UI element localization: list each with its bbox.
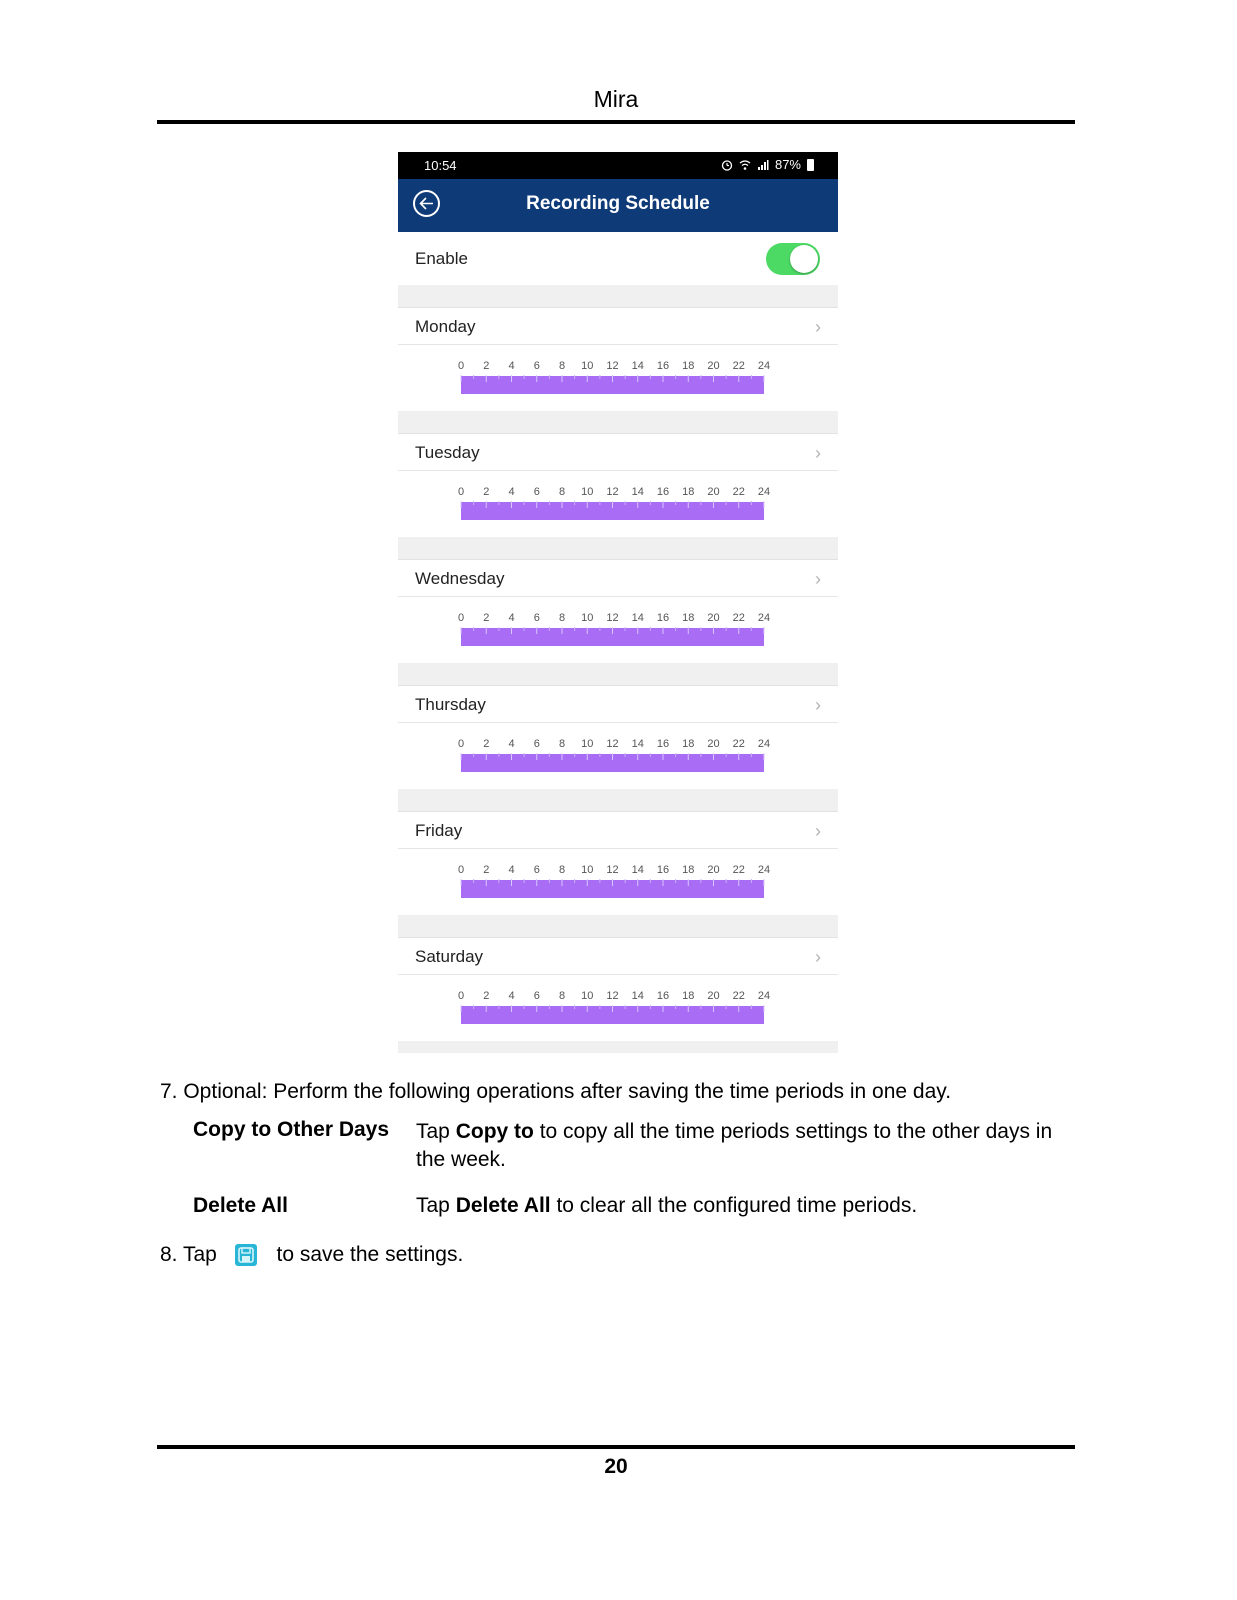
day-label: Wednesday (415, 569, 505, 588)
footer-rule (157, 1445, 1075, 1449)
hour-tick-label: 22 (732, 864, 745, 876)
chevron-right-icon: › (815, 317, 821, 337)
step8-post: to save the settings. (270, 1243, 464, 1266)
step8-pre: 8. Tap (160, 1243, 223, 1266)
section-gap (398, 411, 838, 434)
hour-tick-label: 12 (606, 360, 619, 372)
hour-tick-label: 20 (707, 486, 720, 498)
hour-tick-label: 2 (483, 990, 490, 1002)
day-block (398, 789, 838, 915)
hour-tick-label: 22 (732, 738, 745, 750)
phone-screenshot (398, 152, 838, 1053)
day-block (398, 915, 838, 1041)
page-number: 20 (604, 1455, 628, 1478)
hour-tick-label: 6 (533, 864, 540, 876)
wifi-icon (739, 159, 751, 171)
timeline[interactable] (398, 849, 838, 915)
hour-tick-label: 18 (682, 738, 695, 750)
hour-tick-label: 4 (508, 864, 515, 876)
battery-icon (807, 159, 814, 171)
day-block (398, 663, 838, 789)
hour-tick-label: 20 (707, 612, 720, 624)
hour-tick-label: 24 (757, 612, 771, 624)
step-8 (160, 1243, 463, 1267)
enable-toggle[interactable] (766, 243, 820, 275)
delete-desc-bold: Delete All (455, 1194, 551, 1217)
day-block (398, 285, 838, 411)
timeline-svg (398, 723, 838, 789)
hour-tick-label: 12 (606, 738, 619, 750)
hour-tick-label: 24 (757, 486, 771, 498)
hour-tick-label: 2 (483, 360, 490, 372)
hour-tick-label: 4 (508, 612, 515, 624)
timeline[interactable] (398, 975, 838, 1041)
day-row[interactable] (398, 686, 838, 723)
copy-desc-pre: Tap (416, 1120, 456, 1143)
copy-desc-bold: Copy to (455, 1120, 534, 1143)
section-gap (398, 285, 838, 308)
hour-tick-label: 24 (757, 360, 771, 372)
hour-tick-label: 0 (457, 990, 465, 1002)
timeline-svg (398, 849, 838, 915)
signal-icon (757, 159, 769, 171)
hour-tick-label: 14 (631, 990, 644, 1002)
enable-row (398, 232, 838, 286)
hour-tick-label: 6 (533, 738, 540, 750)
day-block (398, 537, 838, 663)
delete-desc-pre: Tap (416, 1194, 456, 1217)
section-gap (398, 1041, 838, 1053)
hour-tick-label: 0 (457, 486, 465, 498)
save-icon (235, 1244, 257, 1266)
hour-tick-label: 6 (533, 990, 540, 1002)
hour-tick-label: 18 (682, 612, 695, 624)
header-rule (157, 120, 1075, 124)
hour-tick-label: 20 (707, 738, 720, 750)
chevron-right-icon: › (815, 821, 821, 841)
day-label: Saturday (415, 947, 484, 966)
hour-tick-label: 24 (757, 864, 771, 876)
section-gap (398, 537, 838, 560)
hour-tick-label: 14 (631, 864, 644, 876)
hour-tick-label: 14 (631, 486, 644, 498)
hour-tick-label: 20 (707, 990, 720, 1002)
hour-tick-label: 20 (707, 360, 720, 372)
hour-tick-label: 22 (732, 990, 745, 1002)
hour-tick-label: 4 (508, 360, 515, 372)
timeline-svg (398, 345, 838, 411)
hour-tick-label: 22 (732, 360, 745, 372)
day-row[interactable] (398, 434, 838, 471)
hour-tick-label: 18 (682, 486, 695, 498)
step-7: 7. Optional: Perform the following operations after saving the time periods in one day. (160, 1080, 952, 1103)
delete-desc-post: to clear all the configured time periods. (550, 1194, 918, 1217)
hour-tick-label: 14 (631, 360, 644, 372)
app-bar (398, 179, 838, 232)
day-label: Thursday (415, 695, 486, 714)
hour-tick-label: 24 (757, 738, 771, 750)
hour-tick-label: 4 (508, 738, 515, 750)
hour-tick-label: 12 (606, 990, 619, 1002)
timeline[interactable] (398, 597, 838, 663)
hour-tick-label: 0 (457, 864, 465, 876)
chevron-right-icon: › (815, 947, 821, 967)
hour-tick-label: 16 (656, 864, 670, 876)
hour-tick-label: 6 (533, 486, 540, 498)
timeline[interactable] (398, 471, 838, 537)
hour-tick-label: 4 (508, 486, 515, 498)
hour-tick-label: 2 (483, 612, 490, 624)
hour-tick-label: 16 (656, 486, 670, 498)
hour-tick-label: 22 (732, 486, 745, 498)
hour-tick-label: 8 (558, 990, 566, 1002)
hour-tick-label: 8 (558, 486, 566, 498)
timeline-svg (398, 471, 838, 537)
hour-tick-label: 8 (558, 738, 566, 750)
day-row[interactable] (398, 812, 838, 849)
hour-tick-label: 10 (581, 612, 594, 624)
chevron-right-icon: › (815, 569, 821, 589)
timeline[interactable] (398, 723, 838, 789)
hour-tick-label: 20 (707, 864, 720, 876)
hour-tick-label: 6 (533, 360, 540, 372)
delete-description (416, 1194, 1066, 1218)
hour-tick-label: 10 (581, 486, 594, 498)
status-time: 10:54 (424, 158, 457, 173)
hour-tick-label: 8 (558, 864, 566, 876)
timeline-svg (398, 597, 838, 663)
hour-tick-label: 24 (757, 990, 771, 1002)
hour-tick-label: 12 (606, 864, 619, 876)
hour-tick-label: 18 (682, 360, 695, 372)
copy-description (416, 1118, 1066, 1174)
hour-tick-label: 8 (558, 612, 566, 624)
day-row[interactable] (398, 560, 838, 597)
hour-tick-label: 4 (508, 990, 515, 1002)
enable-label: Enable (415, 249, 468, 268)
document-header: Mira (593, 86, 639, 112)
timeline[interactable] (398, 345, 838, 411)
hour-tick-label: 10 (581, 864, 594, 876)
timeline-svg (398, 975, 838, 1041)
toggle-knob (790, 245, 818, 273)
hour-tick-label: 10 (581, 360, 594, 372)
hour-tick-label: 2 (483, 486, 490, 498)
day-row[interactable] (398, 938, 838, 975)
day-label: Tuesday (415, 443, 480, 462)
chevron-right-icon: › (815, 443, 821, 463)
hour-tick-label: 22 (732, 612, 745, 624)
hour-tick-label: 10 (581, 990, 594, 1002)
hour-tick-label: 18 (682, 990, 695, 1002)
hour-tick-label: 6 (533, 612, 540, 624)
day-label: Friday (415, 821, 463, 840)
status-bar (398, 152, 838, 179)
hour-tick-label: 0 (457, 360, 465, 372)
hour-tick-label: 0 (457, 738, 465, 750)
hour-tick-label: 18 (682, 864, 695, 876)
section-gap (398, 789, 838, 812)
hour-tick-label: 14 (631, 612, 644, 624)
day-label: Monday (415, 317, 476, 336)
alarm-icon (721, 159, 733, 171)
delete-term: Delete All (193, 1194, 288, 1217)
hour-tick-label: 12 (606, 612, 619, 624)
hour-tick-label: 12 (606, 486, 619, 498)
hour-tick-label: 0 (457, 612, 465, 624)
day-row[interactable] (398, 308, 838, 345)
hour-tick-label: 14 (631, 738, 644, 750)
status-icons (721, 157, 814, 172)
copy-term: Copy to Other Days (193, 1118, 390, 1141)
hour-tick-label: 16 (656, 360, 670, 372)
battery-percent: 87% (774, 157, 801, 172)
section-gap (398, 915, 838, 938)
hour-tick-label: 2 (483, 864, 490, 876)
copy-desc-post: to copy all the time periods settings to the other days in the week. (416, 1120, 1053, 1171)
hour-tick-label: 16 (656, 612, 670, 624)
chevron-right-icon: › (815, 695, 821, 715)
hour-tick-label: 2 (483, 738, 490, 750)
hour-tick-label: 10 (581, 738, 594, 750)
hour-tick-label: 16 (656, 990, 670, 1002)
app-title: Recording Schedule (526, 193, 710, 214)
hour-tick-label: 8 (558, 360, 566, 372)
hour-tick-label: 16 (656, 738, 670, 750)
section-gap (398, 663, 838, 686)
day-block (398, 411, 838, 537)
